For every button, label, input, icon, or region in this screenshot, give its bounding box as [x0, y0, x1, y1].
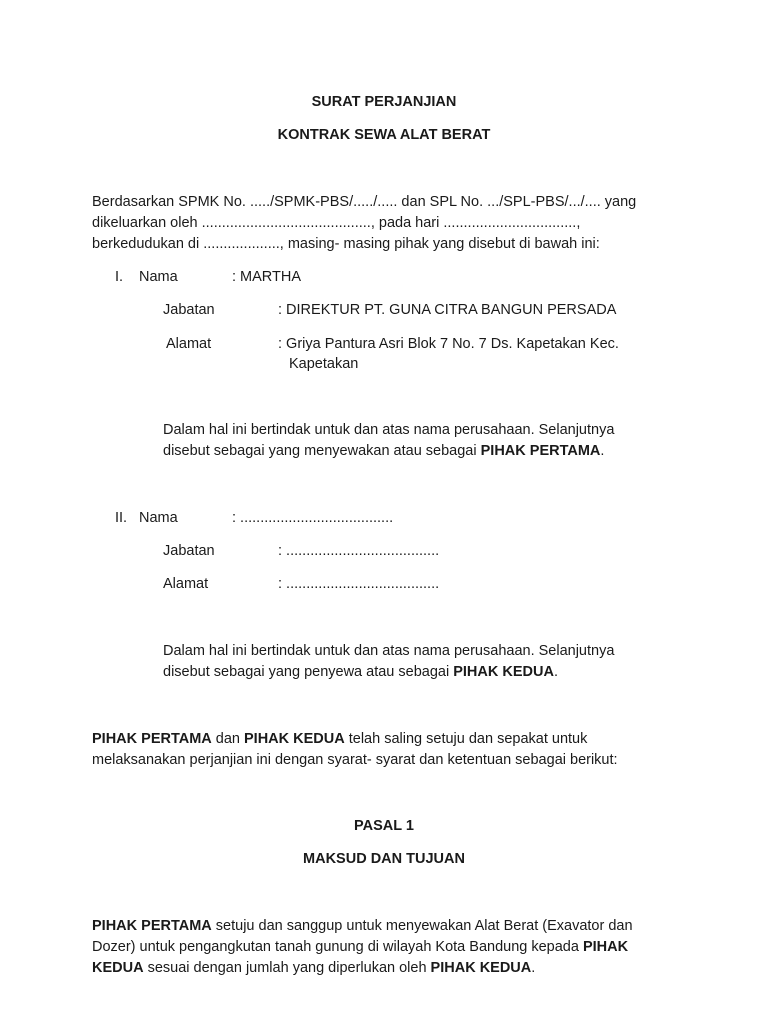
party2-alamat-label: Alamat	[163, 576, 209, 592]
party1-statement-line-2: disebut sebagai yang menyewakan atau sebagai PIHAK PERTAMA.	[163, 443, 605, 459]
agreement-line-2: melaksanakan perjanjian ini dengan syarat- syarat dan ketentuan sebagai berikut:	[92, 752, 618, 768]
party2-statement-line-2: disebut sebagai yang penyewa atau sebagai PIHAK KEDUA.	[163, 664, 558, 680]
party2-jabatan-value: : ......................................	[278, 543, 440, 559]
party1-alamat-value-1: : Griya Pantura Asri Blok 7 No. 7 Ds. Kapetakan Kec.	[278, 336, 619, 352]
party2-jabatan-label: Jabatan	[163, 543, 215, 559]
party1-nama-value: : MARTHA	[232, 269, 302, 285]
document-title: SURAT PERJANJIAN	[311, 94, 457, 110]
pasal1-subtitle: MAKSUD DAN TUJUAN	[303, 851, 465, 867]
intro-line-3: berkedudukan di ..................., masing- masing pihak yang disebut di bawah ini:	[92, 236, 600, 252]
party2-nama-value: : ......................................	[232, 510, 394, 526]
party1-role: PIHAK PERTAMA	[480, 443, 601, 459]
pasal1-line-3: KEDUA sesuai dengan jumlah yang diperlukan oleh PIHAK KEDUA.	[92, 960, 536, 976]
party1-jabatan-label: Jabatan	[163, 302, 215, 318]
party1-alamat-value-2: Kapetakan	[289, 356, 359, 372]
party2-alamat-value: : ......................................	[278, 576, 440, 592]
party2-nama-label: Nama	[139, 510, 178, 526]
pasal1-title: PASAL 1	[354, 818, 414, 834]
party1-nama-label: Nama	[139, 269, 178, 285]
pasal1-line-1: PIHAK PERTAMA setuju dan sanggup untuk menyewakan Alat Berat (Exavator dan	[92, 918, 633, 934]
party1-alamat-label: Alamat	[166, 336, 212, 352]
party1-jabatan-value: : DIREKTUR PT. GUNA CITRA BANGUN PERSADA	[278, 302, 617, 318]
party1-number: I.	[115, 269, 124, 285]
party2-role: PIHAK KEDUA	[453, 664, 554, 680]
agreement-line-1: PIHAK PERTAMA dan PIHAK KEDUA telah saling setuju dan sepakat untuk	[92, 731, 588, 747]
intro-line-2: dikeluarkan oleh .........................................., pada hari .................................,	[92, 215, 581, 231]
party1-statement-line-1: Dalam hal ini bertindak untuk dan atas nama perusahaan. Selanjutnya	[163, 422, 615, 438]
pasal1-line-2: Dozer) untuk pengangkutan tanah gunung di wilayah Kota Bandung kepada PIHAK	[92, 939, 629, 955]
party2-statement-line-1: Dalam hal ini bertindak untuk dan atas nama perusahaan. Selanjutnya	[163, 643, 615, 659]
intro-line-1: Berdasarkan SPMK No. ...../SPMK-PBS/...../..... dan SPL No. .../SPL-PBS/.../.... yang	[92, 194, 637, 210]
document-subtitle: KONTRAK SEWA ALAT BERAT	[277, 127, 491, 143]
party2-number: II.	[115, 510, 128, 526]
